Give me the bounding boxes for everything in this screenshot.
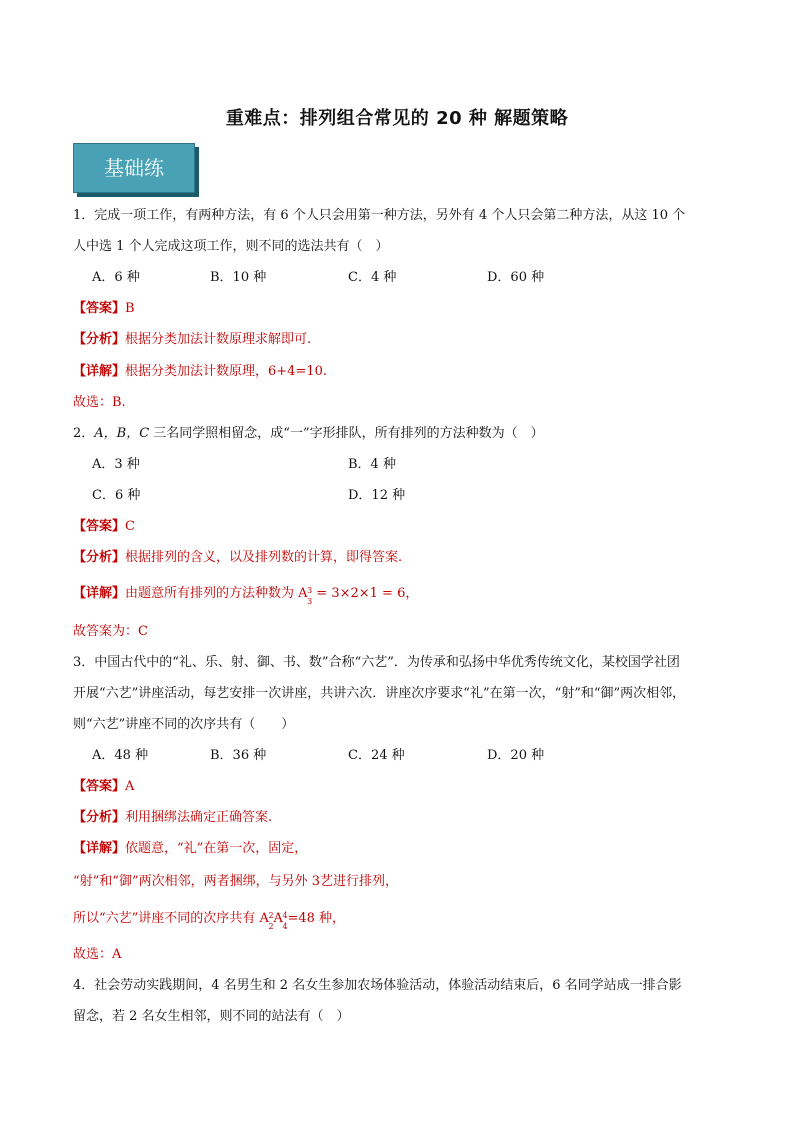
q3-detail-line2: “射”和“御”两次相邻，两者捆绑，与另外 3艺进行排列， bbox=[73, 874, 398, 889]
q2-option-c: C．6 种 bbox=[92, 488, 141, 503]
q4-stem-line1: 4．社会劳动实践期间，4 名男生和 2 名女生参加农场体验活动，体验活动结束后，6 名同学站成一排合影 bbox=[73, 978, 682, 993]
analysis-tag: 【分析】 bbox=[73, 550, 126, 565]
permutation-symbol bbox=[259, 910, 274, 931]
q3-analysis: 利用捆绑法确定正确答案. bbox=[125, 810, 273, 825]
q2-conclusion: 故答案为：C bbox=[73, 624, 148, 639]
permutation-symbol bbox=[273, 910, 288, 931]
q1-analysis-row bbox=[73, 331, 311, 349]
q1-detail-row bbox=[73, 363, 327, 381]
answer-tag: 【答案】 bbox=[73, 519, 126, 534]
q1-answer: B bbox=[125, 301, 135, 316]
q1-option-c: C．4 种 bbox=[348, 270, 397, 285]
section-label-box bbox=[73, 143, 195, 193]
q2-vars: A，B，C bbox=[94, 426, 150, 441]
perm-sub: 3 bbox=[307, 597, 313, 606]
detail-tag: 【详解】 bbox=[73, 364, 126, 379]
q2-stem-line1 bbox=[73, 425, 544, 443]
q1-analysis: 根据分类加法计数原理求解即可. bbox=[125, 332, 312, 347]
perm-a: A bbox=[259, 911, 269, 926]
q3-detail3-result: =48 种， bbox=[287, 911, 346, 926]
q1-conclusion: 故选：B. bbox=[73, 395, 126, 410]
perm-sub: 2 bbox=[268, 922, 274, 931]
perm-sup: 4 bbox=[282, 911, 288, 920]
q2-answer-row bbox=[73, 518, 135, 536]
q1-stem-line2: 人中选 1 个人完成这项工作，则不同的选法共有（ ） bbox=[73, 239, 389, 254]
q4-stem-line2: 留念，若 2 名女生相邻，则不同的站法有（ ） bbox=[73, 1009, 350, 1024]
perm-a: A bbox=[273, 911, 283, 926]
q2-number: 2． bbox=[73, 426, 95, 441]
page-title: 重难点：排列组合常见的 20 种 解题策略 bbox=[225, 108, 569, 129]
q1-stem-line1: 1．完成一项工作，有两种方法，有 6 个人只会用第一种方法，另外有 4 个人只会第二种方法，从这 10 个 bbox=[73, 208, 686, 223]
perm-a: A bbox=[298, 586, 308, 601]
q2-option-b: B．4 种 bbox=[348, 457, 396, 472]
q3-detail-row bbox=[73, 840, 307, 858]
q3-detail-line1: 依题意，“礼”在第一次，固定， bbox=[125, 841, 308, 856]
q3-analysis-row bbox=[73, 809, 272, 827]
q3-answer: A bbox=[125, 779, 135, 794]
answer-tag: 【答案】 bbox=[73, 301, 126, 316]
q2-detail-result: = 3×2×1 = 6， bbox=[312, 586, 419, 601]
q2-analysis: 根据排列的含义，以及排列数的计算，即得答案. bbox=[125, 550, 403, 565]
permutation-symbol bbox=[298, 585, 313, 606]
detail-tag: 【详解】 bbox=[73, 841, 126, 856]
q2-stem-text: 三名同学照相留念，成“一”字形排队，所有排列的方法种数为（ ） bbox=[149, 426, 544, 441]
perm-sub: 4 bbox=[282, 922, 288, 931]
q2-detail-text: 由题意所有排列的方法种数为 bbox=[125, 586, 299, 601]
q3-stem-line1: 3．中国古代中的“礼、乐、射、御、书、数”合称“六艺”．为传承和弘扬中华优秀传统文化，某校国学社团 bbox=[73, 655, 680, 670]
q3-answer-row bbox=[73, 778, 134, 796]
q3-option-d: D．20 种 bbox=[487, 748, 545, 763]
q2-analysis-row bbox=[73, 549, 402, 567]
analysis-tag: 【分析】 bbox=[73, 810, 126, 825]
perm-sup: 2 bbox=[268, 911, 274, 920]
q1-option-b: B．10 种 bbox=[210, 270, 267, 285]
q3-conclusion: 故选：A bbox=[73, 947, 122, 962]
q3-detail3-text: 所以“六艺”讲座不同的次序共有 bbox=[73, 911, 260, 926]
q3-stem-line3: 则“六艺”讲座不同的次序共有（ ） bbox=[73, 717, 295, 732]
q3-option-b: B．36 种 bbox=[210, 748, 267, 763]
q2-detail-row bbox=[73, 585, 419, 606]
q3-option-c: C．24 种 bbox=[348, 748, 405, 763]
q2-option-a: A．3 种 bbox=[92, 457, 140, 472]
answer-tag: 【答案】 bbox=[73, 779, 126, 794]
q3-stem-line2: 开展“六艺”讲座活动，每艺安排一次讲座，共讲六次．讲座次序要求“礼”在第一次，“射”和“御”两次相邻， bbox=[73, 686, 686, 701]
q2-answer: C bbox=[125, 519, 135, 534]
q3-option-a: A．48 种 bbox=[92, 748, 149, 763]
q3-detail-line3 bbox=[73, 910, 346, 931]
q1-answer-row bbox=[73, 300, 135, 318]
q1-option-a: A．6 种 bbox=[92, 270, 140, 285]
q1-detail: 根据分类加法计数原理，6+4=10. bbox=[125, 364, 328, 379]
detail-tag: 【详解】 bbox=[73, 586, 126, 601]
perm-sup: 3 bbox=[307, 586, 313, 595]
section-label: 基础练 bbox=[104, 156, 164, 180]
q1-option-d: D．60 种 bbox=[487, 270, 545, 285]
analysis-tag: 【分析】 bbox=[73, 332, 126, 347]
q2-option-d: D．12 种 bbox=[348, 488, 406, 503]
